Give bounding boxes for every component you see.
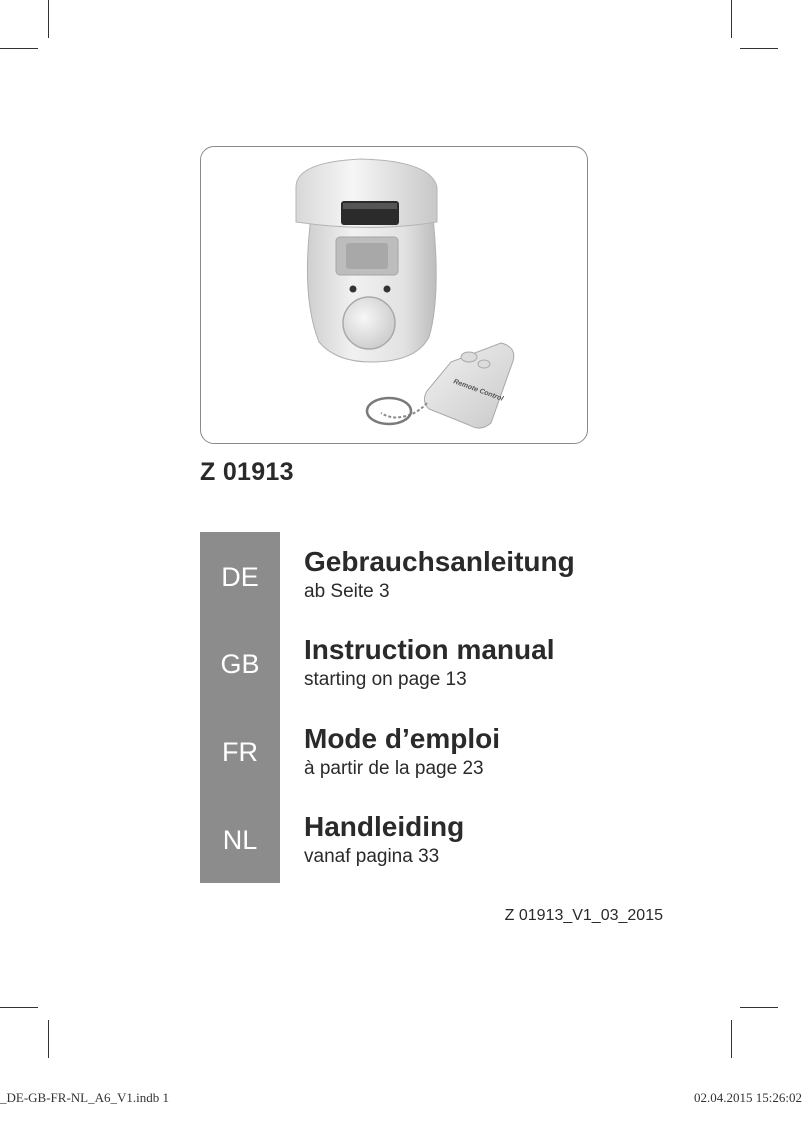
manual-title: Instruction manual: [304, 634, 555, 665]
language-entry-nl: [304, 811, 464, 869]
manual-page-ref: ab Seite 3: [304, 581, 390, 602]
language-entry-gb: [304, 634, 554, 692]
lang-code-de: DE: [221, 562, 259, 592]
print-slug-file: _DE-GB-FR-NL_A6_V1.indb 1: [0, 1090, 169, 1105]
language-bar: [200, 532, 280, 883]
crop-mark-bottom-right: [731, 1020, 732, 1058]
manual-title: Gebrauchsanleitung: [304, 546, 575, 577]
alarm-device-with-remote-icon: [201, 147, 587, 443]
manual-page-ref: starting on page 13: [304, 669, 467, 690]
manual-title: Handleiding: [304, 811, 465, 842]
manual-page-ref: à partir de la page 23: [304, 758, 484, 779]
lang-code-fr: FR: [222, 737, 258, 767]
remote-label: Remote Control: [452, 378, 505, 403]
crop-mark-top-right: [731, 0, 732, 38]
manual-page-ref: vanaf pagina 33: [304, 846, 440, 867]
version-code: Z 01913_V1_03_2015: [504, 907, 663, 924]
model-number: Z 01913: [200, 458, 294, 486]
print-slug-timestamp: 02.04.2015 15:26:02: [694, 1090, 802, 1105]
language-entry-fr: [304, 723, 500, 781]
crop-mark-top-left-h: [0, 48, 38, 49]
crop-mark-bottom-right-h: [740, 1007, 778, 1008]
lang-code-nl: NL: [222, 825, 258, 855]
crop-mark-bottom-left-h: [0, 1007, 38, 1008]
lang-code-gb: GB: [220, 649, 260, 679]
product-photo: [200, 146, 588, 444]
crop-mark-top-right-h: [740, 48, 778, 49]
crop-mark-top-left: [48, 0, 49, 38]
manual-title: Mode d’emploi: [304, 723, 500, 754]
language-entry-de: [304, 546, 575, 604]
crop-mark-bottom-left: [48, 1020, 49, 1058]
